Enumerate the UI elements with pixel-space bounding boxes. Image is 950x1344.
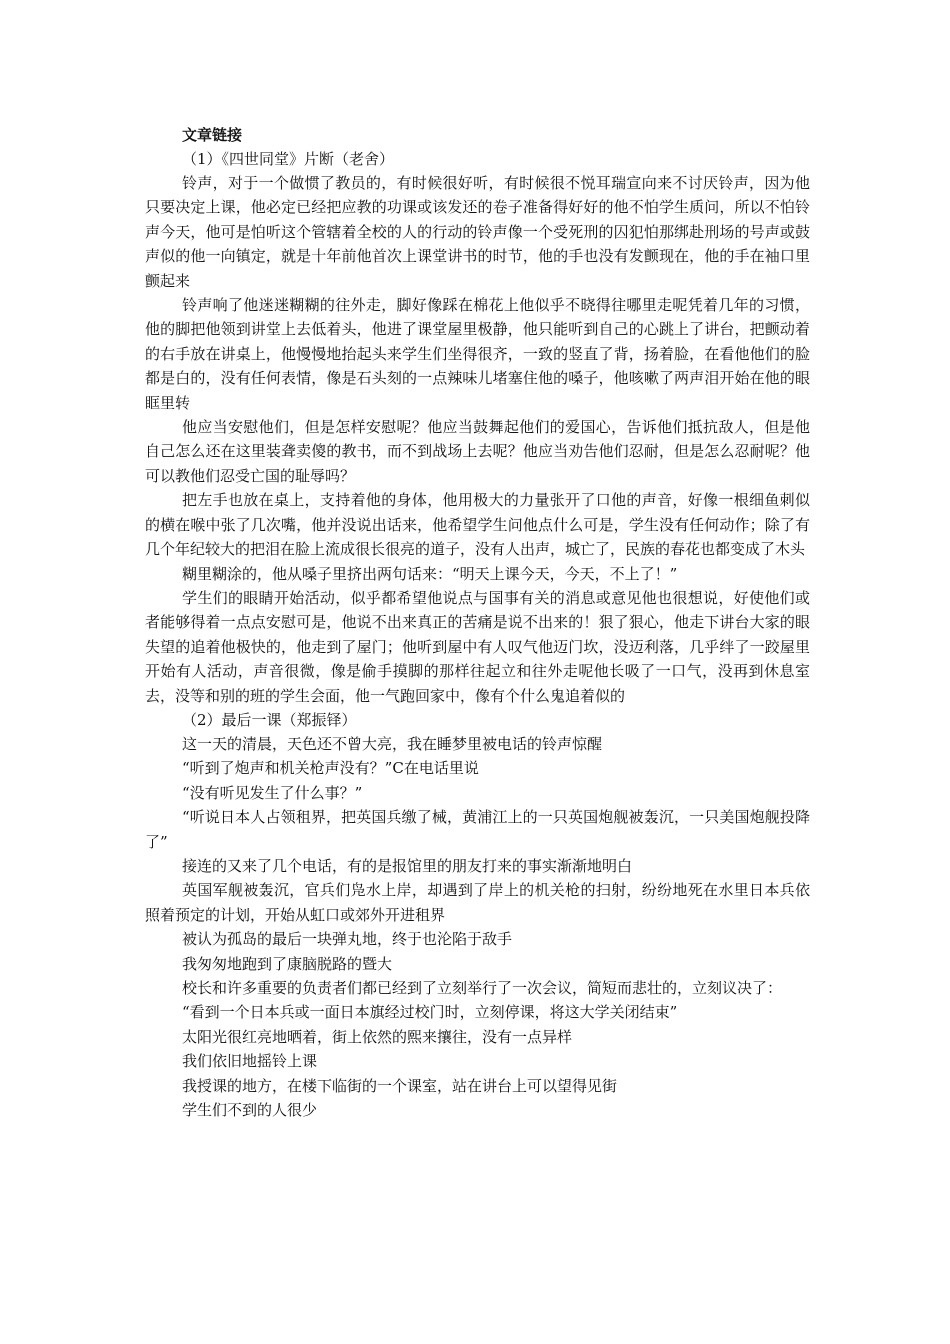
paragraph: 我们依旧地摇铃上课 [182, 1052, 318, 1071]
paragraph: 铃声，对于一个做惯了教员的，有时候很好听，有时候很不悦耳瑞宣向来不讨厌铃声，因为他只要决定上课，他必定已经把应教的功课或该发还的卷子准备得好好的他不怕学生质问，所以不怕铃声今天，他可是怕听这个管辖着全校的人的行动的铃声像一个受死刑的囚犯怕那绑赴刑场的号声或鼓声似的他一向镇定，就是十年前他首次上课堂讲书的时节，他的手也没有发颤现在，他的手在袖口里颤起来 [145, 174, 810, 290]
section-1-title: （1）《四世同堂》片断（老舍） [182, 150, 395, 168]
document-page [145, 123, 810, 1122]
paragraph: 学生们的眼睛开始活动，似乎都希望他说点与国事有关的消息或意见他也很想说，好使他们或者能够得着一点点安慰可是，他说不出来真正的苦痛是说不出来的！狠了狠心，他走下讲台大家的眼失望的追着他极快的，他走到了屋门；他听到屋中有人叹气他迈门坎，没迈利落，几乎绊了一跤屋里开始有人活动，声音很微，像是偷手摸脚的那样往起立和往外走呢他长吸了一口气，没再到休息室去，没等和别的班的学生会面，他一气跑回家中，像有个什么鬼追着似的 [145, 588, 810, 705]
paragraph: 太阳光很红亮地晒着，街上依然的熙来攘往，没有一点异样 [182, 1027, 573, 1046]
paragraph: 我匆匆地跑到了康脑脱路的暨大 [182, 954, 393, 973]
paragraph: “听说日本人占领租界，把英国兵缴了械，黄浦江上的一只英国炮舰被轰沉，一只美国炮舰投降了” [145, 808, 810, 851]
paragraph: 糊里糊涂的，他从嗓子里挤出两句话来：“明天上课今天，今天，不上了！” [182, 564, 678, 583]
paragraph: “没有听见发生了什么事？” [182, 783, 363, 802]
paragraph: 铃声响了他迷迷糊糊的往外走，脚好像踩在棉花上他似乎不晓得往哪里走呢凭着几年的习惯，他的脚把他领到讲堂上去低着头，他进了课堂屋里极静，他只能听到自己的心跳上了讲台，把颤动着的右手放在讲桌上，他慢慢地抬起头来学生们坐得很齐，一致的竖直了背，扬着脸，在看他他们的脸都是白的，没有任何表情，像是石头刻的一点辣味儿堵塞住他的嗓子，他咳嗽了两声泪开始在他的眼眶里转 [145, 296, 810, 412]
paragraph: 把左手也放在桌上，支持着他的身体，他用极大的力量张开了口他的声音，好像一根细鱼刺似的横在喉中张了几次嘴，他并没说出话来，他希望学生问他点什么可是，学生没有任何动作；除了有几个年纪较大的把泪在脸上流成很长很亮的道子，没有人出声，城亡了，民族的春花也都变成了木头 [145, 491, 810, 559]
paragraph: 校长和许多重要的负责者们都已经到了立刻举行了一次会议，简短而悲壮的，立刻议决了： [182, 979, 783, 997]
paragraph: 他应当安慰他们，但是怎样安慰呢？他应当鼓舞起他们的爱国心，告诉他们抵抗敌人，但是他自己怎么还在这里装聋卖傻的教书，而不到战场上去呢？他应当劝告他们忍耐，但是怎么忍耐呢？他可以教他们忍受亡国的耻辱吗？ [145, 418, 810, 485]
paragraph: 这一天的清晨，天色还不曾大亮，我在睡梦里被电话的铃声惊醒 [182, 734, 603, 753]
paragraph: 接连的又来了几个电话，有的是报馆里的朋友打来的事实渐渐地明白 [182, 856, 633, 875]
paragraph: “听到了炮声和机关枪声没有？”C在电话里说 [182, 759, 479, 778]
paragraph: 被认为孤岛的最后一块弹丸地，终于也沦陷于敌手 [182, 930, 513, 949]
section-2-title: （2）最后一课（郑振铎） [182, 710, 357, 729]
article-links-heading: 文章链接 [182, 126, 243, 144]
paragraph: 我授课的地方，在楼下临街的一个课室，站在讲台上可以望得见街 [182, 1076, 618, 1095]
paragraph: “看到一个日本兵或一面日本旗经过校门时，立刻停课，将这大学关闭结束” [182, 1003, 678, 1022]
paragraph: 英国军舰被轰沉，官兵们凫水上岸，却遇到了岸上的机关枪的扫射，纷纷地死在水里日本兵依照着预定的计划，开始从虹口或郊外开进租界 [145, 881, 810, 924]
paragraph: 学生们不到的人很少 [182, 1101, 318, 1120]
